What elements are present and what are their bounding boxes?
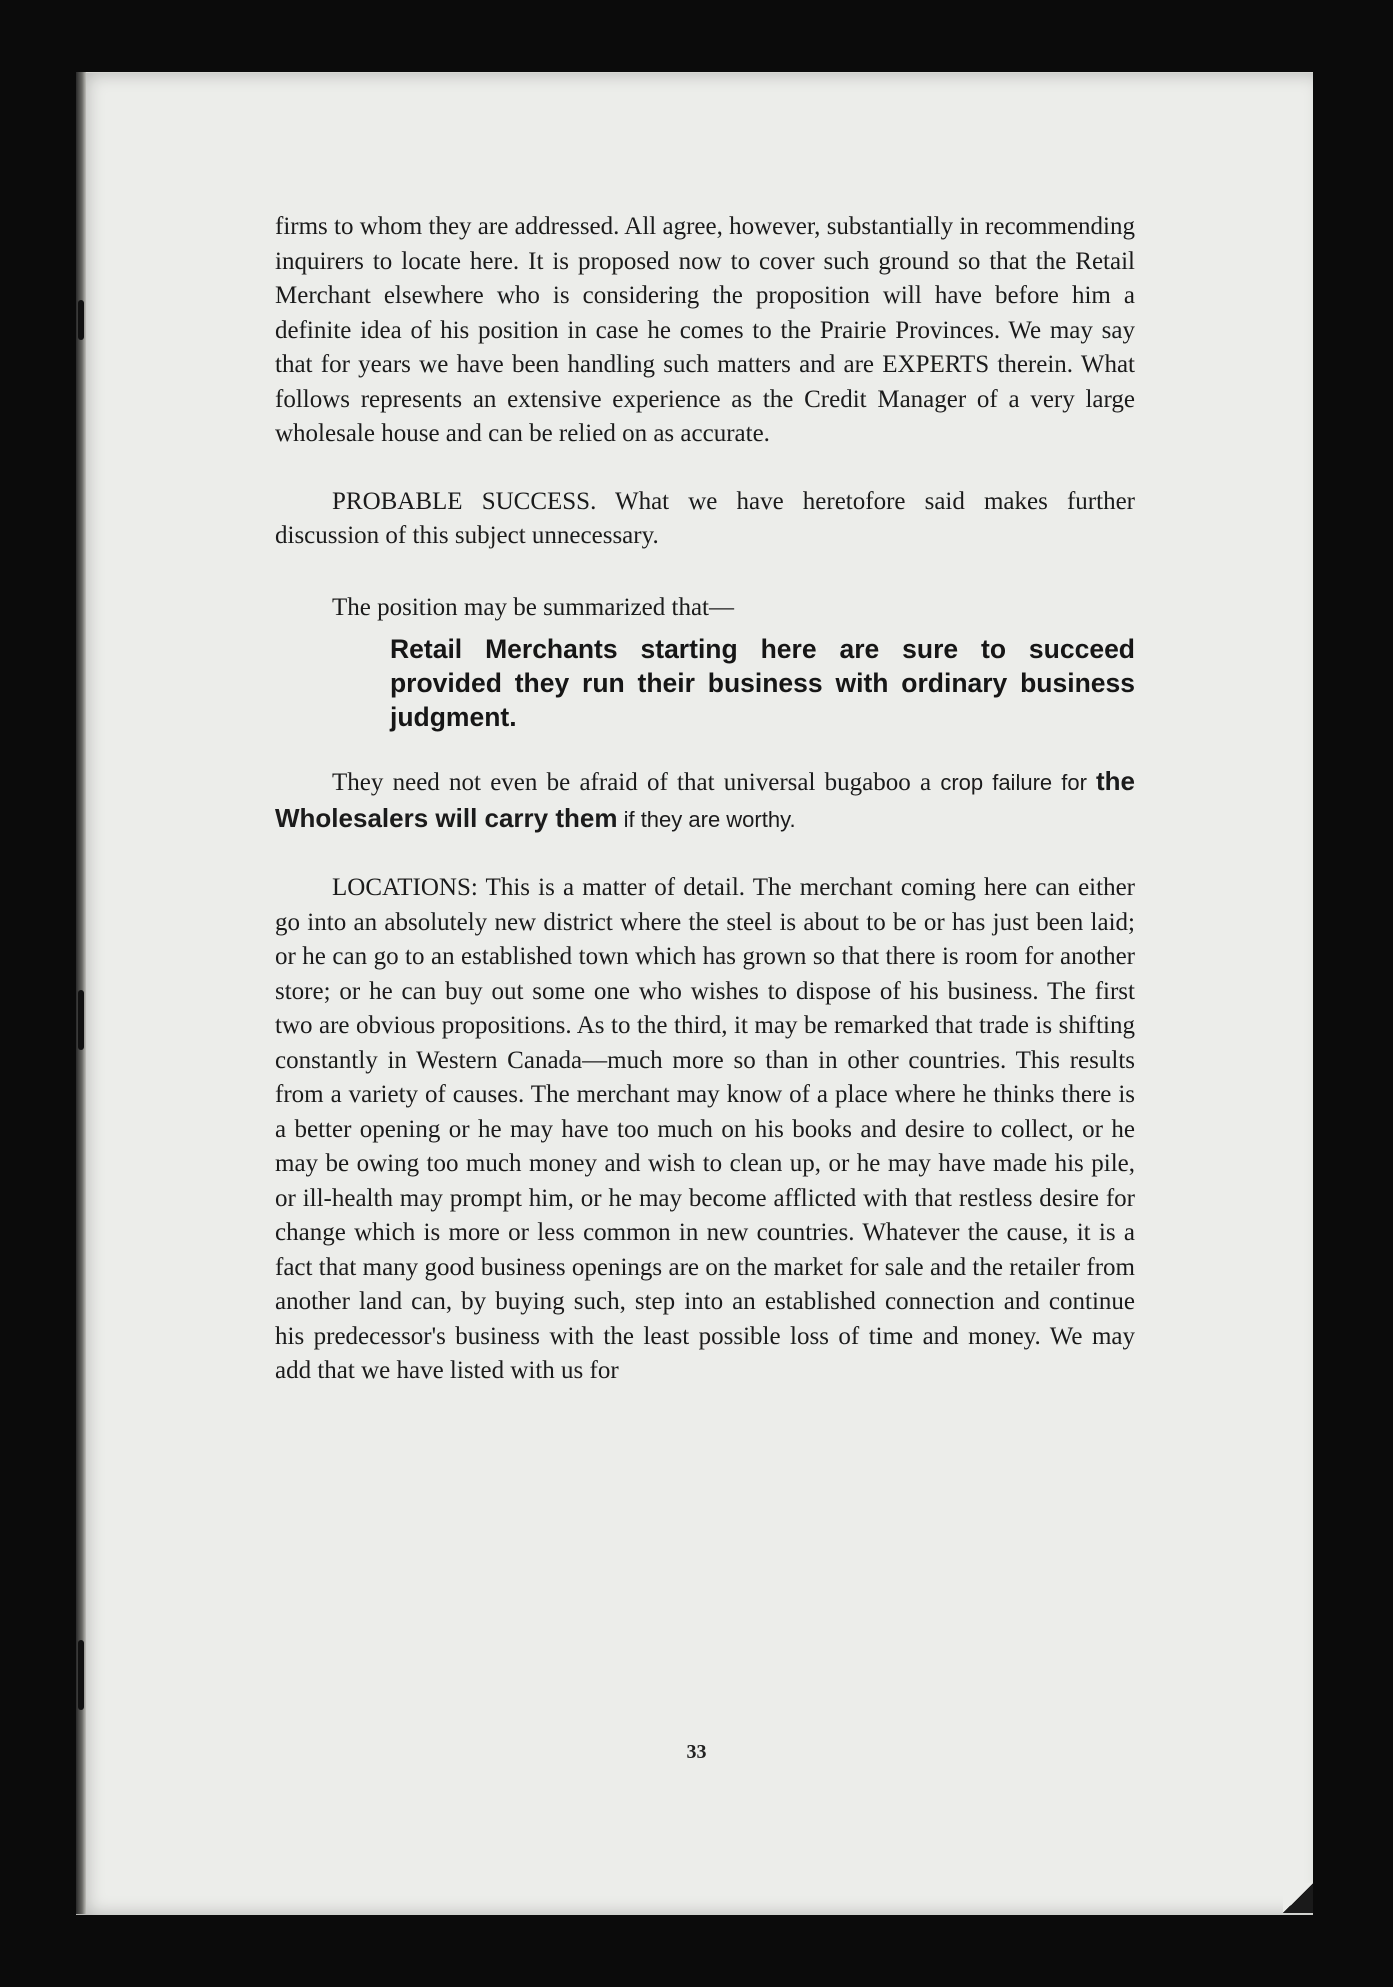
binding-mark — [78, 300, 84, 340]
binding-mark — [78, 1640, 84, 1710]
paragraph-crop-failure — [275, 764, 1135, 837]
binding-mark — [78, 990, 84, 1050]
page-body-text — [275, 210, 1135, 1389]
paragraph-continued: firms to whom they are addressed. All agree, however, substantially in recommending inquirers to locate here. It is proposed now to cover such ground so that the Retail Merchant elsewhere who is considering the proposition will have before him a definite idea of his position in case he comes to the Prairie Provinces. We may say that for years we have been handling such matters and are EXPERTS therein. What follows represents an extensive experience as the Credit Manager of a very large wholesale house and can be relied on as accurate. — [275, 213, 1135, 447]
paragraph-crop-failure-end: if they are worthy. — [617, 806, 796, 832]
paragraph-summary-intro: The position may be summarized that— — [332, 593, 734, 621]
wholesalers-emphasis: the Wholesalers will carry them — [275, 766, 1135, 833]
emphasis-statement: Retail Merchants starting here are sure to succeed provided they run their business with ordinary business judgment. — [390, 634, 1135, 732]
paragraph-probable-success: PROBABLE SUCCESS. What we have heretofore said makes further discussion of this subject unnecessary. — [275, 487, 1135, 549]
paragraph-crop-failure-small: crop failure for — [940, 770, 1096, 795]
paragraph-locations: LOCATIONS: This is a matter of detail. The merchant coming here can either go into an absolutely new district where the steel is about to be or has just been laid; or he can go to an established town which has grown so that there is room for another store; or he can buy out some one who wishes to dispose of his business. The first two are obvious propositions. As to the third, it may be remarked that trade is shifting constantly in Western Canada—much more so than in other countries. This results from a variety of causes. The merchant may know of a place where he thinks there is a better opening or he may have too much on his books and desire to collect, or he may be owing too much money and wish to clean up, or he may have made his pile, or ill-health may prompt him, or he may become afflicted with that restless desire for change which is more or less common in new countries. Whatever the cause, it is a fact that many good business openings are on the market for sale and the retailer from another land can, by buying such, step into an established connection and continue his predecessor's business with the least possible loss of time and money. We may add that we have listed with us for — [275, 874, 1135, 1384]
paragraph-crop-failure-start: They need not even be afraid of that universal bugaboo a — [332, 769, 941, 796]
page-corner-fold — [1283, 1883, 1313, 1913]
page-number: 33 — [686, 1741, 707, 1763]
